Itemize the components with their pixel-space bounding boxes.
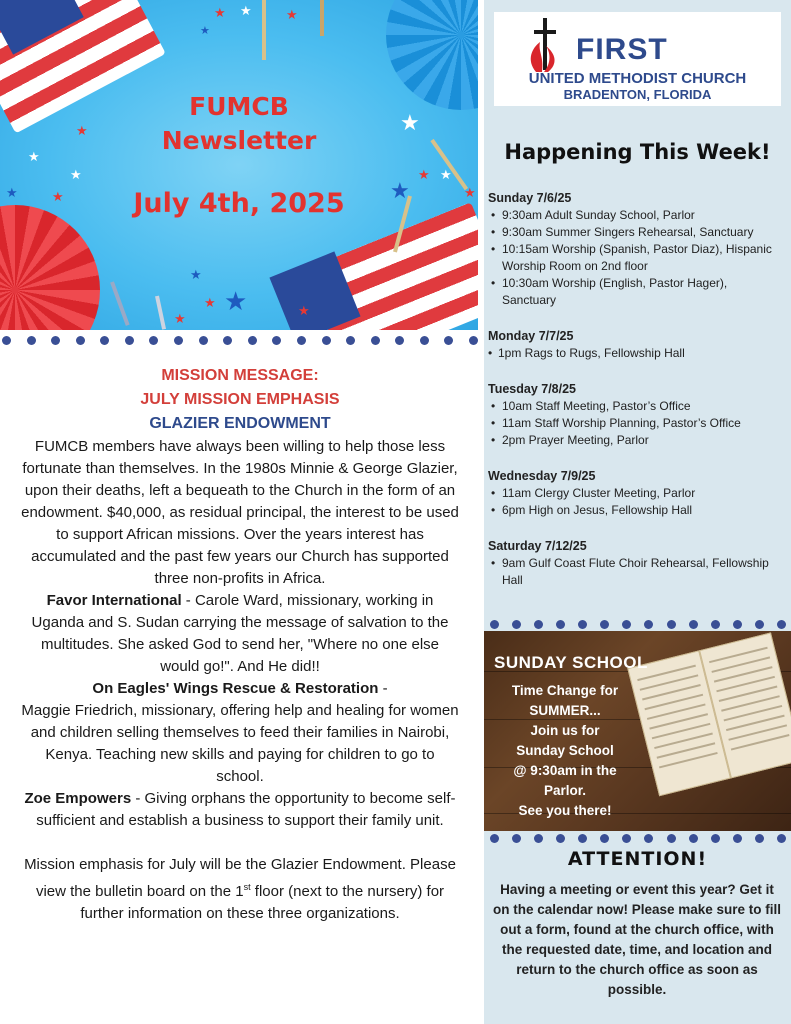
star-icon: ★: [200, 25, 210, 37]
ordinal-suffix: st: [243, 882, 251, 892]
mission-article: [20, 364, 460, 925]
closing-text-end: floor (next to the nursery) for further information on these three organizations.: [80, 883, 445, 922]
star-icon: ★: [214, 5, 226, 20]
star-icon: ★: [174, 311, 186, 326]
org-favor-international: [20, 590, 460, 678]
star-icon: ★: [76, 123, 88, 138]
logo-church-name: UNITED METHODIST CHURCH: [528, 70, 747, 87]
star-icon: ★: [204, 295, 216, 310]
schedule-item: • 10:30am Worship (English, Pastor Hager), Sanctuary: [488, 275, 784, 309]
message-line: Join us for: [530, 723, 600, 738]
star-icon: ★: [348, 265, 360, 280]
schedule-day: Wednesday 7/9/25: [488, 469, 596, 483]
mission-subheading: JULY MISSION EMPHASIS: [140, 391, 340, 408]
schedule-day: Saturday 7/12/25: [488, 539, 587, 553]
org-name: On Eagles' Wings Rescue & Restoration: [92, 680, 379, 697]
star-wand-decoration: [320, 0, 324, 36]
org-description: - Carole Ward, missionary, working in Uganda and S. Sudan carrying the message of salvation to the multitudes. She asked God to send her, "Where no one else would go!". And He did!!: [31, 592, 449, 675]
cross-and-flame-icon: [522, 14, 562, 74]
logo-location: BRADENTON, FLORIDA: [563, 87, 712, 102]
attention-message: Having a meeting or event this year? Get it on the calendar now! Please make sure to fill out a form, found at the church office, with the requested date, time, and location and return to the church office as soon as possible.: [492, 882, 782, 997]
message-line: SUMMER...: [529, 703, 601, 718]
star-icon: ★: [6, 185, 18, 200]
star-icon: ★: [70, 167, 82, 182]
schedule-item: • 9:30am Adult Sunday School, Parlor: [488, 207, 784, 224]
schedule-day: Tuesday 7/8/25: [488, 382, 577, 396]
schedule-item: • 1pm Rags to Rugs, Fellowship Hall: [488, 345, 784, 362]
closing-text: Mission emphasis for July will be the Glazier Endowment. Please view the bulletin board on the 1: [24, 856, 456, 900]
message-line: See you there!: [518, 803, 612, 818]
mission-heading: MISSION MESSAGE:: [161, 367, 319, 384]
message-line: Parlor.: [543, 783, 587, 798]
schedule-item: • 9:30am Summer Singers Rehearsal, Sanctuary: [488, 224, 784, 241]
schedule-title: Happening This Week!: [504, 140, 771, 164]
schedule-list: [488, 207, 784, 309]
schedule-item: • 10:15am Worship (Spanish, Pastor Diaz), Hispanic Worship Room on 2nd floor: [488, 241, 784, 275]
star-icon: ★: [28, 149, 40, 164]
star-icon: ★: [52, 189, 64, 204]
schedule-item: • 10am Staff Meeting, Pastor’s Office: [488, 398, 784, 415]
sunday-school-message: [494, 681, 636, 821]
weekly-schedule: [488, 190, 784, 608]
message-line: Sunday School: [516, 743, 614, 758]
star-icon: ★: [464, 185, 476, 200]
star-icon: ★: [286, 7, 298, 22]
dot-divider: [2, 336, 478, 345]
schedule-list: [488, 398, 784, 449]
schedule-list: [488, 345, 784, 362]
star-icon: ★: [390, 178, 410, 203]
attention-title: ATTENTION!: [567, 848, 708, 870]
schedule-item: • 6pm High on Jesus, Fellowship Hall: [488, 502, 784, 519]
dot-divider: [490, 620, 786, 629]
star-icon: ★: [240, 3, 252, 18]
star-wand-decoration: [262, 0, 266, 60]
org-name: Zoe Empowers: [24, 790, 132, 807]
org-dash: -: [378, 680, 388, 697]
star-icon: ★: [190, 267, 202, 282]
sunday-school-title: SUNDAY SCHOOL: [494, 653, 648, 672]
schedule-item: • 11am Staff Worship Planning, Pastor’s Office: [488, 415, 784, 432]
schedule-day: Monday 7/7/25: [488, 329, 574, 343]
star-icon: ★: [400, 110, 420, 135]
star-wand-decoration: [155, 296, 166, 330]
org-description: - Giving orphans the opportunity to become self-sufficient and establish a business to support their family unit.: [36, 790, 456, 829]
red-fan-decoration: [0, 205, 100, 330]
org-zoe-empowers: [20, 788, 460, 832]
message-line: Time Change for: [511, 683, 619, 698]
schedule-list: [488, 485, 784, 519]
schedule-day: Sunday 7/6/25: [488, 191, 572, 205]
star-icon: ★: [298, 303, 310, 318]
schedule-item: • 9am Gulf Coast Flute Choir Rehearsal, Fellowship Hall: [488, 555, 784, 589]
org-description: Maggie Friedrich, missionary, offering help and healing for women and children selling themselves to feed their families in Nairobi, Kenya. Teaching new skills and paying for children to go to school.: [21, 702, 459, 785]
schedule-list: [488, 555, 784, 589]
hero-title-line1: FUMCB: [189, 92, 289, 121]
logo-first: FIRST: [576, 33, 668, 66]
mission-closing: [20, 854, 460, 925]
schedule-item: • 2pm Prayer Meeting, Parlor: [488, 432, 784, 449]
star-wand-decoration: [110, 281, 129, 326]
message-line: @ 9:30am in the: [513, 763, 617, 778]
org-name: Favor International: [46, 592, 182, 609]
org-eagles-wings: [20, 678, 460, 788]
newsletter-hero-image: [0, 0, 478, 330]
schedule-item: • 11am Clergy Cluster Meeting, Parlor: [488, 485, 784, 502]
star-icon: ★: [224, 286, 248, 316]
hero-date: July 4th, 2025: [133, 188, 345, 219]
star-icon: ★: [418, 167, 430, 182]
mission-intro: FUMCB members have always been willing to help those less fortunate than themselves. In the 1980s Minnie & George Glazier, upon their deaths, left a bequeath to the Church in the form of an endowment. $40,000, as residual principal, the interest to be used to support African missions. Over the years interest has accumulated and the past few years our Church has supported three non-profits in Africa.: [21, 438, 459, 587]
dot-divider: [490, 834, 786, 843]
hero-title-line2: Newsletter: [161, 126, 317, 155]
star-icon: ★: [440, 167, 452, 182]
mission-endowment-heading: GLAZIER ENDOWMENT: [149, 415, 331, 432]
